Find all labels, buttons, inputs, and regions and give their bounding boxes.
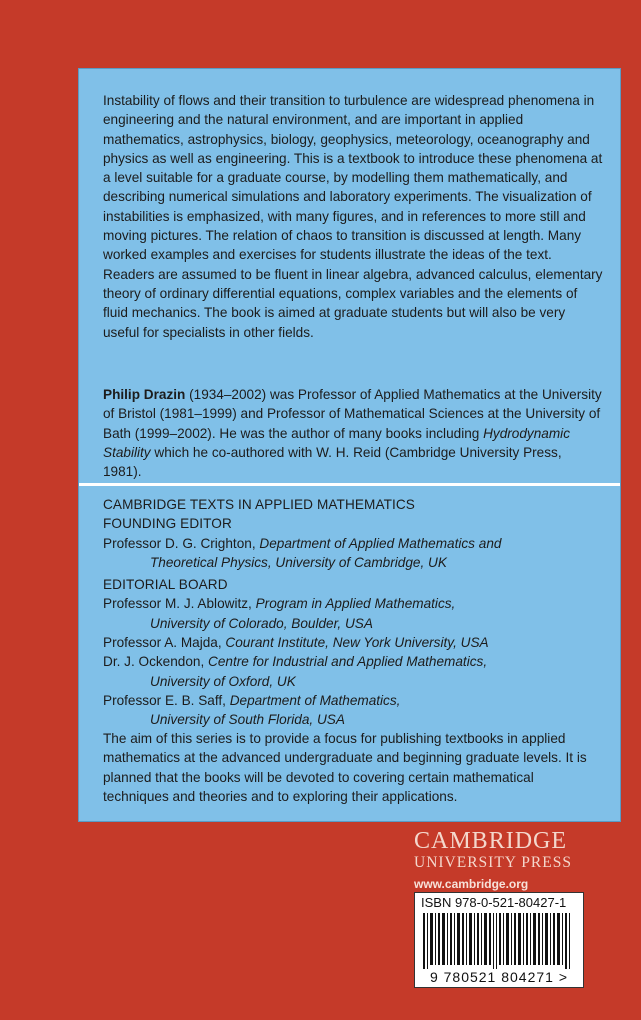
member-name: Professor E. B. Saff,	[103, 692, 230, 708]
board-member	[103, 633, 603, 652]
member-affiliation-cont: University of South Florida, USA	[150, 712, 345, 728]
author-bio-text-b: which he co-authored with W. H. Reid (Cambridge University Press, 1981).	[103, 444, 562, 480]
barcode-icon	[421, 913, 577, 969]
publisher-subname: UNIVERSITY PRESS	[414, 854, 572, 871]
author-bio-text-a: (1934–2002) was Professor of Applied Mathematics at the University of Bristol (1981–1999) and Professor of Mathematical Sciences at the University of Bath (1999–2002). He was the author of many books including	[103, 387, 602, 441]
publisher-name: CAMBRIDGE	[414, 828, 568, 854]
editor-affiliation-cont: Theoretical Physics, University of Cambridge, UK	[150, 554, 447, 570]
member-affiliation: Courant Institute, New York University, USA	[225, 635, 489, 651]
member-affiliation-cont: University of Oxford, UK	[150, 673, 296, 689]
member-affiliation: Program in Applied Mathematics,	[255, 596, 456, 612]
publisher-url: www.cambridge.org	[414, 877, 529, 891]
isbn-text: ISBN 978-0-521-80427-1	[421, 895, 567, 910]
member-affiliation: Department of Mathematics,	[229, 692, 401, 708]
author-name: Philip Drazin	[103, 387, 186, 402]
author-bio	[103, 385, 603, 481]
editorial-board-heading: EDITORIAL BOARD	[103, 577, 228, 593]
series-aim: The aim of this series is to provide a focus for publishing textbooks in applied mathematics at the advanced undergraduate and beginning graduate levels. It is planned that the books will be devoted to covering certain mathematical techniques and theories and to exploring their applications.	[103, 731, 587, 804]
book-title: Hydrodynamic Stability	[103, 425, 570, 460]
series-title: CAMBRIDGE TEXTS IN APPLIED MATHEMATICS	[103, 497, 415, 512]
editor-name: Professor D. G. Crighton,	[103, 535, 260, 551]
section-divider	[79, 483, 620, 486]
book-description: Instability of flows and their transition to turbulence are widespread phenomena in engineering and the natural environment, and are important in applied mathematics, astrophysics, biology, geophysics, meteorology, oceanography and physics as well as engineering. This is a textbook to introduce these phenomena at a level suitable for a graduate course, by modelling them mathematically, and describing numerical simulations and laboratory experiments. The visualization of instabilities is emphasized, with many figures, and in references to more still and moving pictures. The relation of chaos to transition is discussed at length. Many worked examples and exercises for students illustrate the ideas of the text. Readers are assumed to be fluent in linear algebra, advanced calculus, elementary theory of ordinary differential equations, complex variables and the elements of fluid mechanics. The book is aimed at graduate students but will also be very useful for specialists in other fields.	[103, 93, 603, 340]
series-info	[103, 495, 603, 730]
member-affiliation: Centre for Industrial and Applied Mathematics,	[208, 654, 488, 670]
member-name: Professor M. J. Ablowitz,	[103, 596, 256, 612]
founding-editor-heading: FOUNDING EDITOR	[103, 516, 232, 532]
member-affiliation-cont: University of Colorado, Boulder, USA	[150, 615, 373, 631]
editor-affiliation: Department of Applied Mathematics and	[259, 535, 502, 551]
barcode-number: 9 780521 804271 >	[429, 969, 569, 985]
back-cover-panel	[78, 68, 621, 822]
publisher-logo	[414, 828, 584, 892]
member-name: Dr. J. Ockendon,	[103, 654, 209, 670]
board-member	[103, 594, 603, 613]
founding-editor	[103, 534, 603, 553]
board-member	[103, 652, 603, 671]
member-name: Professor A. Majda,	[103, 635, 226, 651]
board-member	[103, 691, 603, 710]
isbn-barcode	[414, 892, 584, 988]
